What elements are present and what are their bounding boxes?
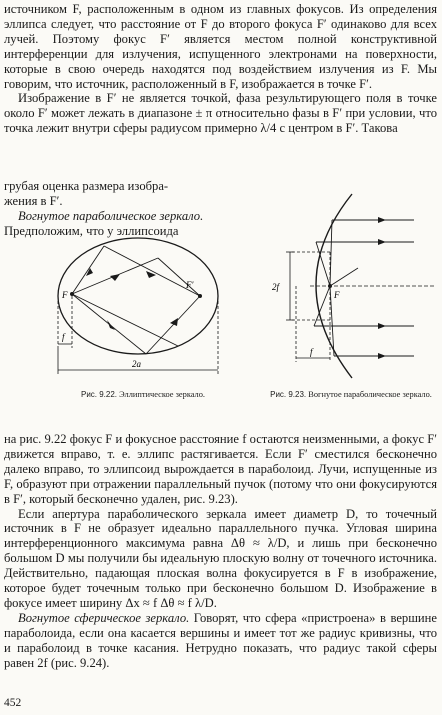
dimension-label-2a: 2a <box>132 359 141 369</box>
caption-text-922: Эллиптическое зеркало. <box>119 390 206 399</box>
dimension-2f <box>286 252 294 320</box>
focus-label-F-parabola: F <box>334 290 340 300</box>
focus-label-F: F <box>62 290 68 300</box>
focus-point-F-parabola <box>328 284 332 288</box>
ellipse-outline <box>58 238 218 354</box>
paragraph-ellipse-focus: источником F, расположенным в одном из главных фокусов. Из определения эллипса следует, что расстояние от F до второго фокуса F′ одинаково для всех лучей. Поэтому фокус F′ является местом полной конструктивной интерференции для излучения, испущенного электронами на поверхности, которые в свою очередь находятся под воздействием излучения из F. Мы говорим, что источник, расположенный в F, изображается в точке F′. <box>4 2 437 91</box>
ray-lines-parabola <box>314 220 414 356</box>
focus-point-F-prime <box>198 294 202 298</box>
spherical-text: Говорят, что сфера «пристроена» в вершине параболоида, если она касается вершины и имеет тот же радиус кривизны, что и параболоид в точке касания. Нетрудно показать, что радиус такой сферы равен 2f (рис. 9.24). <box>4 610 437 670</box>
figure-parabolic-mirror <box>254 192 440 388</box>
caption-number-922: Рис. 9.22. <box>80 390 118 399</box>
left-column-line-2: жения в F′. <box>4 193 63 208</box>
parabolic-intro-text: Предположим, что у эллипсоида <box>4 223 179 238</box>
caption-fig-922 <box>58 390 228 400</box>
focus-point-F <box>70 292 74 296</box>
paragraph-focus-moves: на рис. 9.22 фокус F и фокусное расстояние f остаются неизменными, а фокус F′ движется вправо, т. е. эллипс растягивается. Если F′ сместился бесконечно далеко вправо, то эллипсоид вырождается в параболоид. Лучи, испущенные из F, образуют при отражении параллельный пучок (потому что они фокусируются в F′, который бесконечно удален, рис. 9.23). <box>4 432 437 506</box>
section-heading-spherical: Вогнутое сферическое зеркало. <box>18 610 190 625</box>
dimension-label-f: f <box>62 332 65 342</box>
paragraph-aperture: Если апертура параболического зеркала имеет диаметр D, то точечный источник в F не образует идеально параллельного пучка. Угловая ширина интерференционного максимума равна Δθ ≈ λ/D, и лишь при бесконечно большом D мы получили бы идеальную плоскую волну от точечного источника. Действительно, падающая плоская волна фокусируется в F в изображение, которое будет точечным только при бесконечно большом D. Изображение в фокусе имеет ширину Δx ≈ f Δθ ≈ f λ/D. <box>4 506 437 610</box>
focus-label-F-prime: F′ <box>186 280 194 290</box>
dimension-label-f-parabola: f <box>310 347 313 357</box>
ray-lines <box>72 246 200 354</box>
dimension-f <box>58 296 72 348</box>
ray-arrowheads-parabola <box>378 217 386 359</box>
left-column-line-1: грубая оценка размера изобра- <box>4 179 169 193</box>
bottom-text-block <box>4 432 437 671</box>
section-heading-parabolic: Вогнутое параболическое зеркало. <box>18 208 204 223</box>
dimension-label-2f: 2f <box>272 282 280 292</box>
left-column-text <box>4 179 244 239</box>
caption-text-923: Вогнутое параболическое зеркало. <box>308 390 432 399</box>
top-text-block <box>4 2 437 136</box>
paragraph-image-size: Изображение в F′ не является точкой, фаза результирующего поля в точке около F′ может лежать в диапазоне ± π относительно фазы в F′ при условии, что точка лежит внутри сферы радиусом примерно λ/4 с центром в F′. Такова <box>4 91 437 136</box>
caption-number-923: Рис. 9.23. <box>270 390 307 399</box>
caption-fig-923 <box>266 390 436 400</box>
page-number: 452 <box>4 697 22 709</box>
figure-ellipse-mirror <box>40 236 236 386</box>
